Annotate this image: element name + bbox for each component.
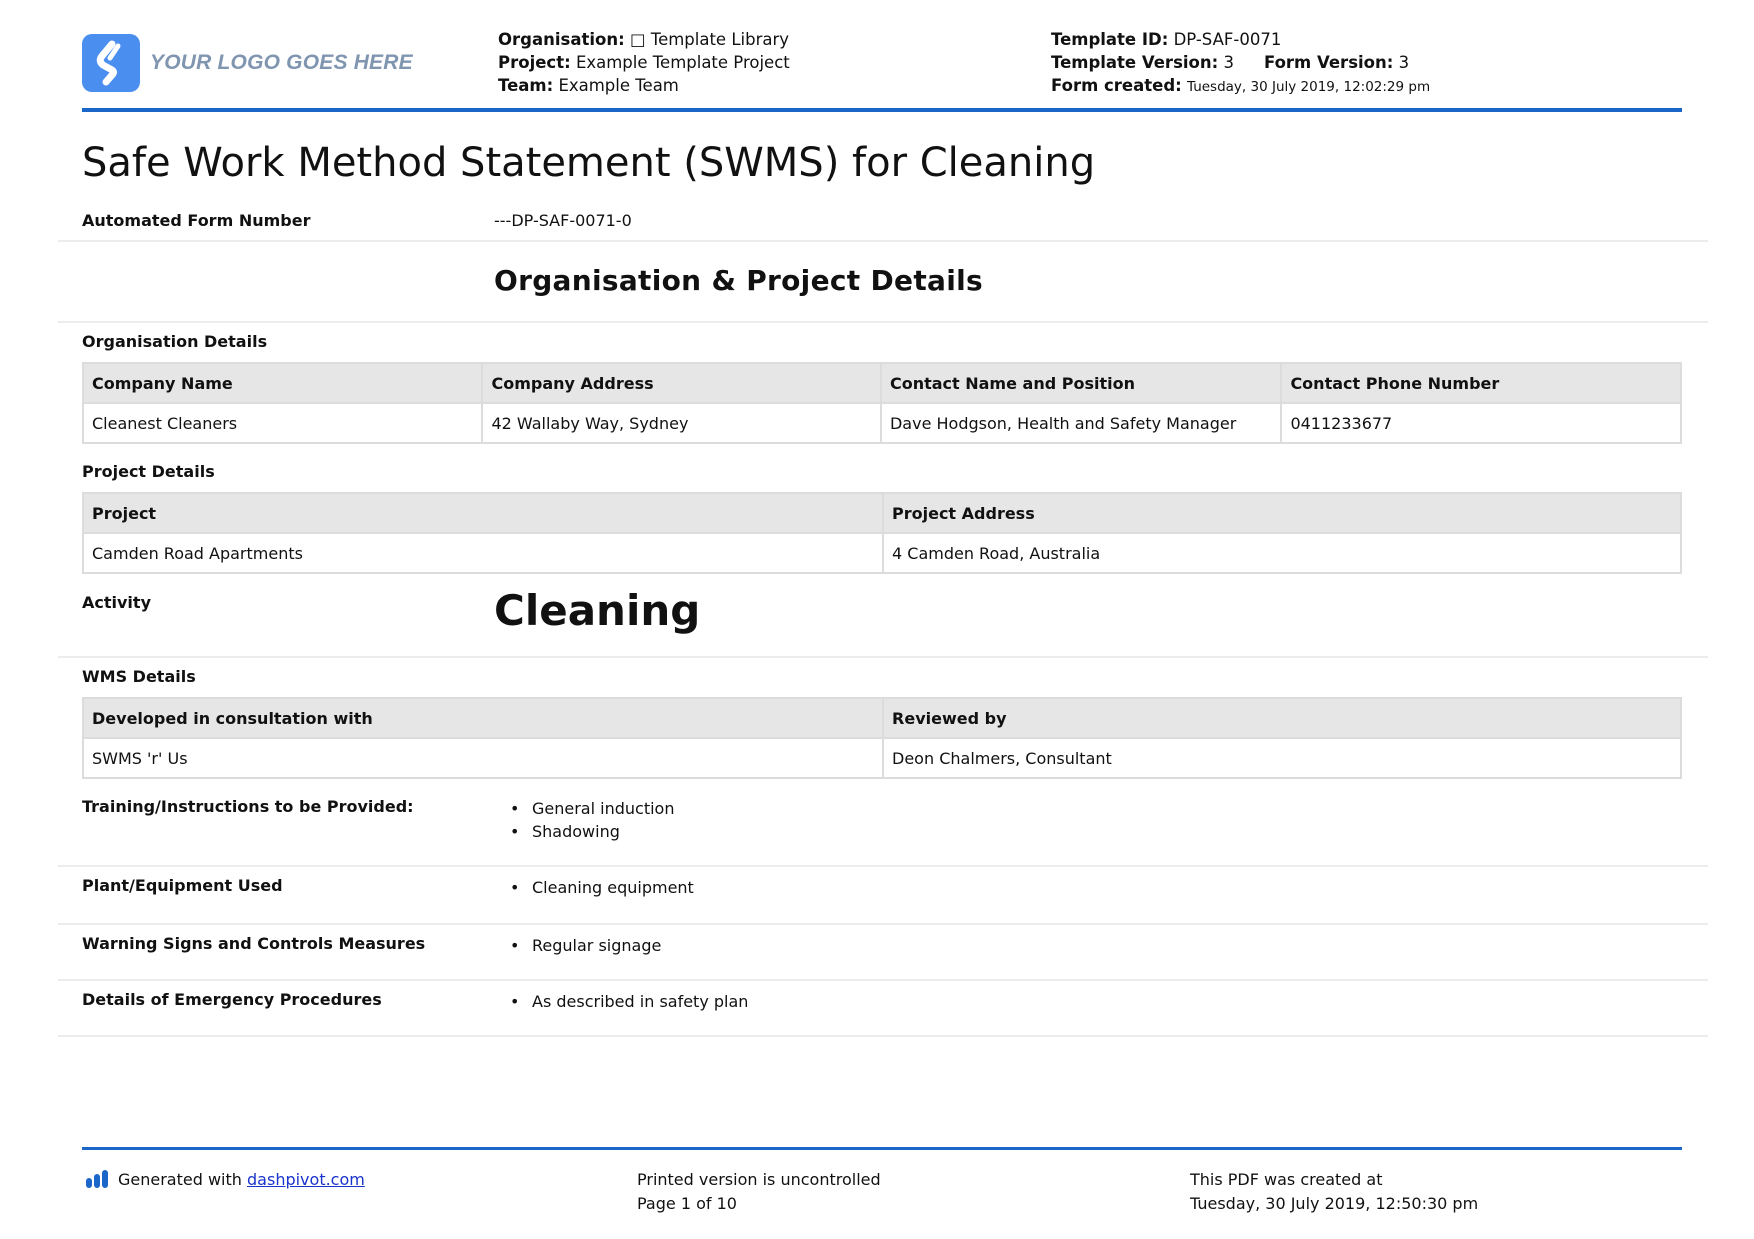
table-header-cell: Contact Name and Position <box>881 363 1281 403</box>
form-created-label: Form created: <box>1051 76 1182 95</box>
warning-list <box>532 934 661 957</box>
footer-divider <box>82 1147 1682 1150</box>
header-divider <box>82 108 1682 112</box>
table-cell: Cleanest Cleaners <box>83 403 482 443</box>
plant-label: Plant/Equipment Used <box>82 876 283 895</box>
project-details-table <box>82 492 1682 574</box>
project-label: Project: <box>498 53 571 72</box>
organisation-label: Organisation: <box>498 30 625 49</box>
page-number: Page 1 of 10 <box>637 1194 737 1213</box>
template-version-label: Template Version: <box>1051 53 1219 72</box>
generated-text: Generated with <box>118 1170 242 1189</box>
dashpivot-logo-icon <box>86 1170 110 1195</box>
table-header-row <box>83 363 1681 403</box>
organisation-details-table <box>82 362 1682 444</box>
table-header-cell: Project <box>83 493 883 533</box>
list-item: • Cleaning equipment <box>532 876 694 899</box>
template-id-value: DP-SAF-0071 <box>1173 30 1282 49</box>
warning-label: Warning Signs and Controls Measures <box>82 934 426 953</box>
list-item: • Regular signage <box>532 934 661 957</box>
emergency-list <box>532 990 748 1013</box>
organisation-details-label: Organisation Details <box>82 332 268 351</box>
training-list <box>532 797 674 843</box>
divider <box>58 923 1708 925</box>
table-header-cell: Reviewed by <box>883 698 1681 738</box>
list-item: • General induction <box>532 797 674 820</box>
team-label: Team: <box>498 76 554 95</box>
form-version-label: Form Version: <box>1263 53 1394 72</box>
form-number-label: Automated Form Number <box>82 211 311 230</box>
page-header <box>82 28 1682 110</box>
form-number-value: ---DP-SAF-0071-0 <box>494 211 632 230</box>
dashpivot-link[interactable]: dashpivot.com <box>247 1170 365 1189</box>
footer-pdf-created <box>1190 1168 1478 1216</box>
form-version-value: 3 <box>1398 53 1410 72</box>
pdf-created-text: This PDF was created at <box>1190 1170 1383 1189</box>
activity-value: Cleaning <box>494 586 701 635</box>
wms-details-label: WMS Details <box>82 667 196 686</box>
table-cell: 42 Wallaby Way, Sydney <box>482 403 880 443</box>
table-row <box>83 403 1681 443</box>
logo-text: YOUR LOGO GOES HERE <box>150 51 413 74</box>
table-header-cell: Contact Phone Number <box>1281 363 1681 403</box>
table-row <box>83 738 1681 778</box>
table-header-cell: Company Address <box>482 363 880 403</box>
table-cell: Dave Hodgson, Health and Safety Manager <box>881 403 1281 443</box>
logo-badge-icon <box>82 34 140 92</box>
plant-list <box>532 876 694 899</box>
table-header-cell: Developed in consultation with <box>83 698 883 738</box>
list-item: • As described in safety plan <box>532 990 748 1013</box>
table-header-cell: Project Address <box>883 493 1681 533</box>
section-heading: Organisation & Project Details <box>494 264 983 297</box>
form-created-value: Tuesday, 30 July 2019, 12:02:29 pm <box>1187 79 1431 95</box>
table-header-row <box>83 698 1681 738</box>
table-row <box>83 533 1681 573</box>
table-cell: SWMS 'r' Us <box>83 738 883 778</box>
divider <box>58 979 1708 981</box>
template-version-value: 3 <box>1223 53 1234 72</box>
table-cell: Camden Road Apartments <box>83 533 883 573</box>
footer-printed <box>637 1168 881 1216</box>
table-header-row <box>83 493 1681 533</box>
divider <box>58 1035 1708 1037</box>
header-project-info <box>498 28 790 97</box>
list-item: • Shadowing <box>532 820 674 843</box>
project-value: Example Template Project <box>575 53 790 72</box>
page-title: Safe Work Method Statement (SWMS) for Cleaning <box>82 140 1096 186</box>
printed-text: Printed version is uncontrolled <box>637 1170 881 1189</box>
table-header-cell: Company Name <box>83 363 482 403</box>
footer-generated <box>86 1168 365 1195</box>
pdf-created-value: Tuesday, 30 July 2019, 12:50:30 pm <box>1190 1194 1479 1213</box>
training-label: Training/Instructions to be Provided: <box>82 797 414 816</box>
divider <box>58 321 1708 323</box>
logo <box>82 34 413 92</box>
divider <box>58 240 1708 242</box>
organisation-value: □ Template Library <box>629 30 790 49</box>
table-cell: 0411233677 <box>1281 403 1681 443</box>
header-template-info <box>1051 28 1430 99</box>
activity-label: Activity <box>82 593 151 612</box>
wms-details-table <box>82 697 1682 779</box>
emergency-label: Details of Emergency Procedures <box>82 990 382 1009</box>
table-cell: Deon Chalmers, Consultant <box>883 738 1681 778</box>
team-value: Example Team <box>558 76 679 95</box>
divider <box>58 865 1708 867</box>
project-details-label: Project Details <box>82 462 215 481</box>
table-cell: 4 Camden Road, Australia <box>883 533 1681 573</box>
template-id-label: Template ID: <box>1051 30 1169 49</box>
divider <box>58 656 1708 658</box>
